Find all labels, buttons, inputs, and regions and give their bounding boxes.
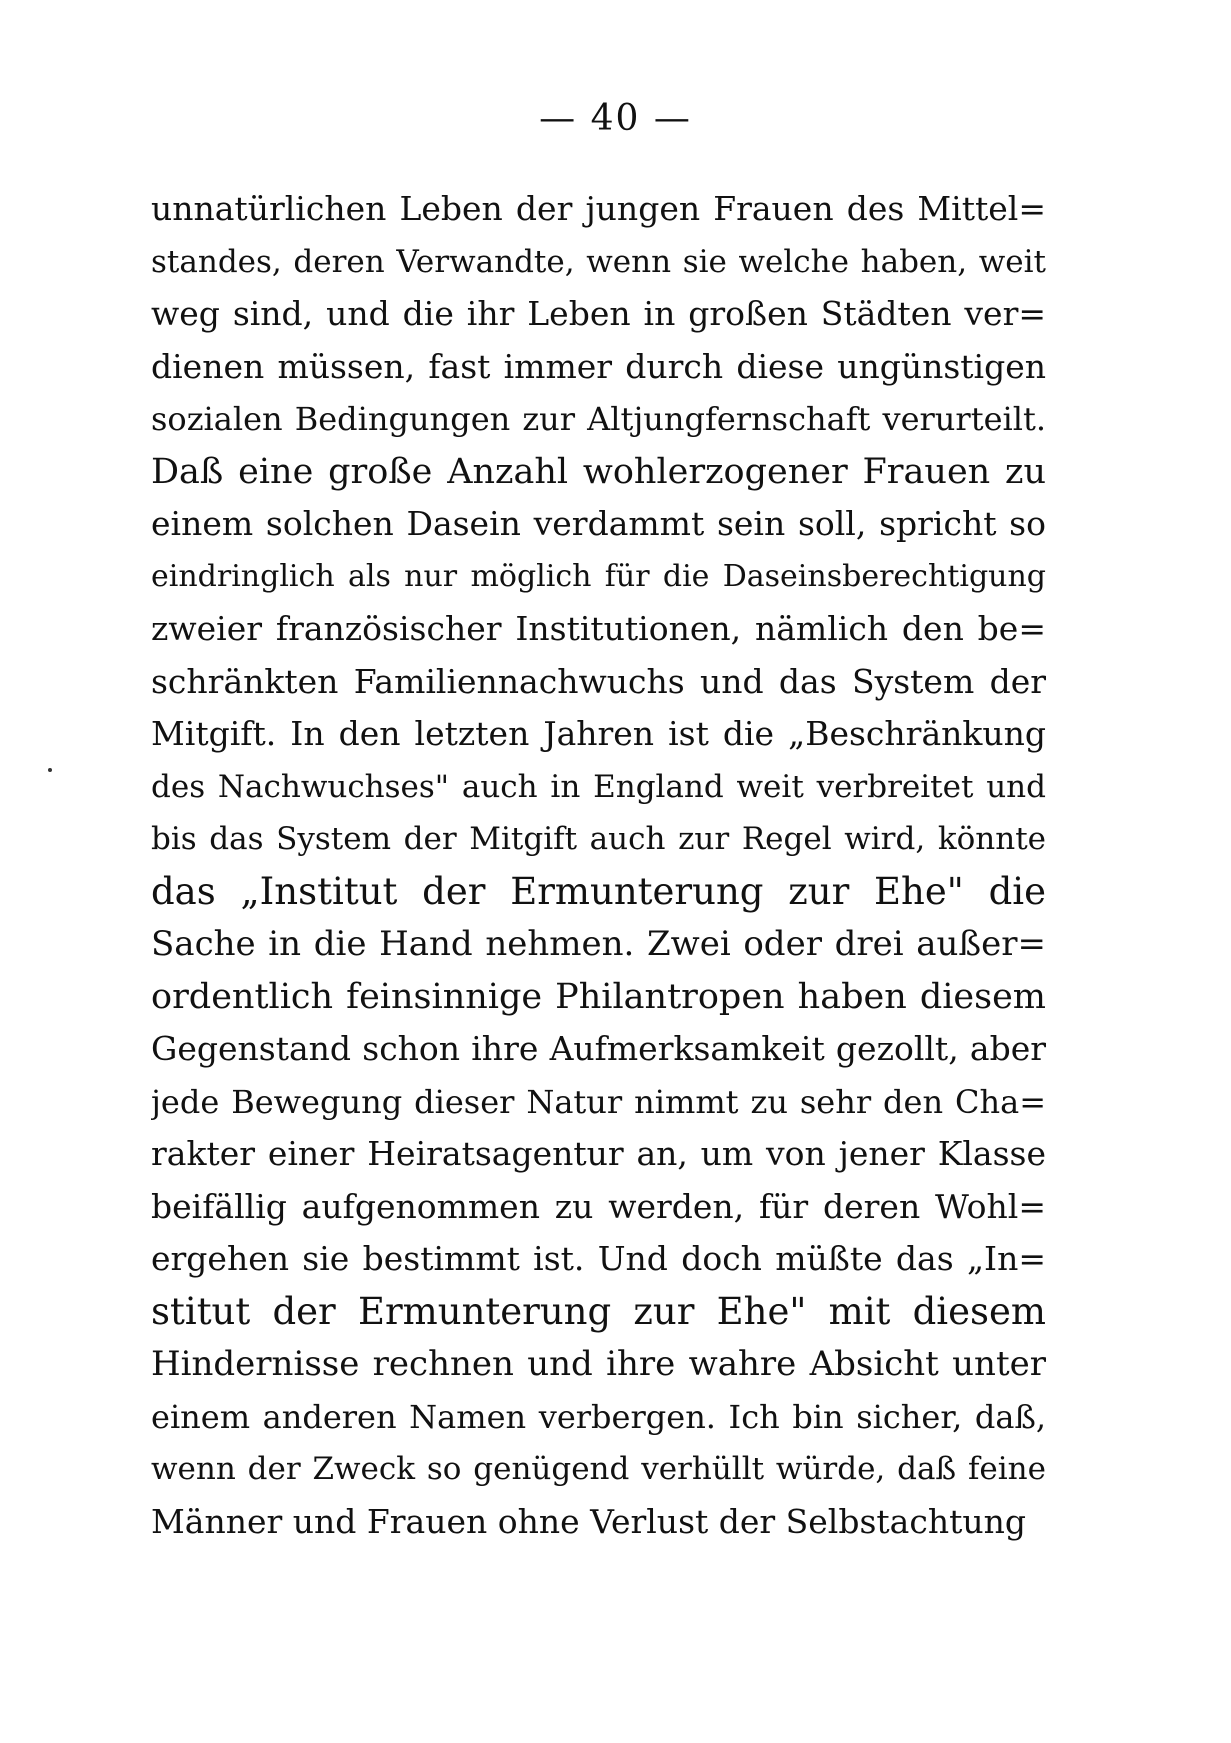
text-line: schränkten Familiennachwuchs und das System der — [151, 661, 1046, 701]
text-line: eindringlich als nur möglich für die Daseinsberechtigung — [151, 558, 1046, 594]
text-line: Mitgift. In den letzten Jahren ist die „Beschränkung — [151, 714, 1046, 753]
text-line: Männer und Frauen ohne Verlust der Selbstachtung — [151, 1501, 1026, 1541]
text-line: das „Institut der Ermunterung zur Ehe" die — [151, 869, 1046, 913]
text-line: wenn der Zweck so genügend verhüllt würde, daß feine — [151, 1451, 1046, 1487]
body-text — [151, 183, 1046, 1548]
text-line: standes, deren Verwandte, wenn sie welche haben, weit — [151, 243, 1046, 280]
text-line: Sache in die Hand nehmen. Zwei oder drei außer= — [151, 924, 1046, 964]
text-line: rakter einer Heiratsagentur an, um von jener Klasse — [151, 1134, 1046, 1173]
text-line: ordentlich feinsinnige Philantropen haben diesem — [151, 976, 1046, 1017]
page-number: — 40 — — [539, 98, 692, 139]
text-line: bis das System der Mitgift auch zur Regel wird, könnte — [151, 821, 1046, 857]
paper-speck — [48, 768, 52, 772]
text-line: dienen müssen, fast immer durch diese ungünstigen — [151, 346, 1046, 386]
text-line: Hindernisse rechnen und ihre wahre Absicht unter — [151, 1344, 1046, 1384]
text-line: unnatürlichen Leben der jungen Frauen des Mittel= — [151, 189, 1046, 228]
text-line: beifällig aufgenommen zu werden, für deren Wohl= — [151, 1186, 1046, 1226]
text-line: stitut der Ermunterung zur Ehe" mit diesem — [151, 1289, 1046, 1333]
text-line: des Nachwuchses" auch in England weit verbreitet und — [151, 768, 1046, 805]
text-line: Gegenstand schon ihre Aufmerksamkeit gezollt, aber — [151, 1029, 1046, 1068]
text-line: weg sind, und die ihr Leben in großen Städten ver= — [151, 294, 1046, 333]
text-line: sozialen Bedingungen zur Altjungfernschaft verurteilt. — [151, 400, 1046, 438]
text-line: zweier französischer Institutionen, nämlich den be= — [151, 609, 1046, 648]
text-line: einem anderen Namen verbergen. Ich bin sicher, daß, — [151, 1397, 1046, 1436]
text-line: ergehen sie bestimmt ist. Und doch müßte das „In= — [151, 1239, 1046, 1278]
text-line: jede Bewegung dieser Natur nimmt zu sehr den Cha= — [151, 1082, 1046, 1121]
text-line: Daß eine große Anzahl wohlerzogener Frauen zu — [151, 451, 1046, 492]
text-line: einem solchen Dasein verdammt sein soll, spricht so — [151, 504, 1046, 543]
